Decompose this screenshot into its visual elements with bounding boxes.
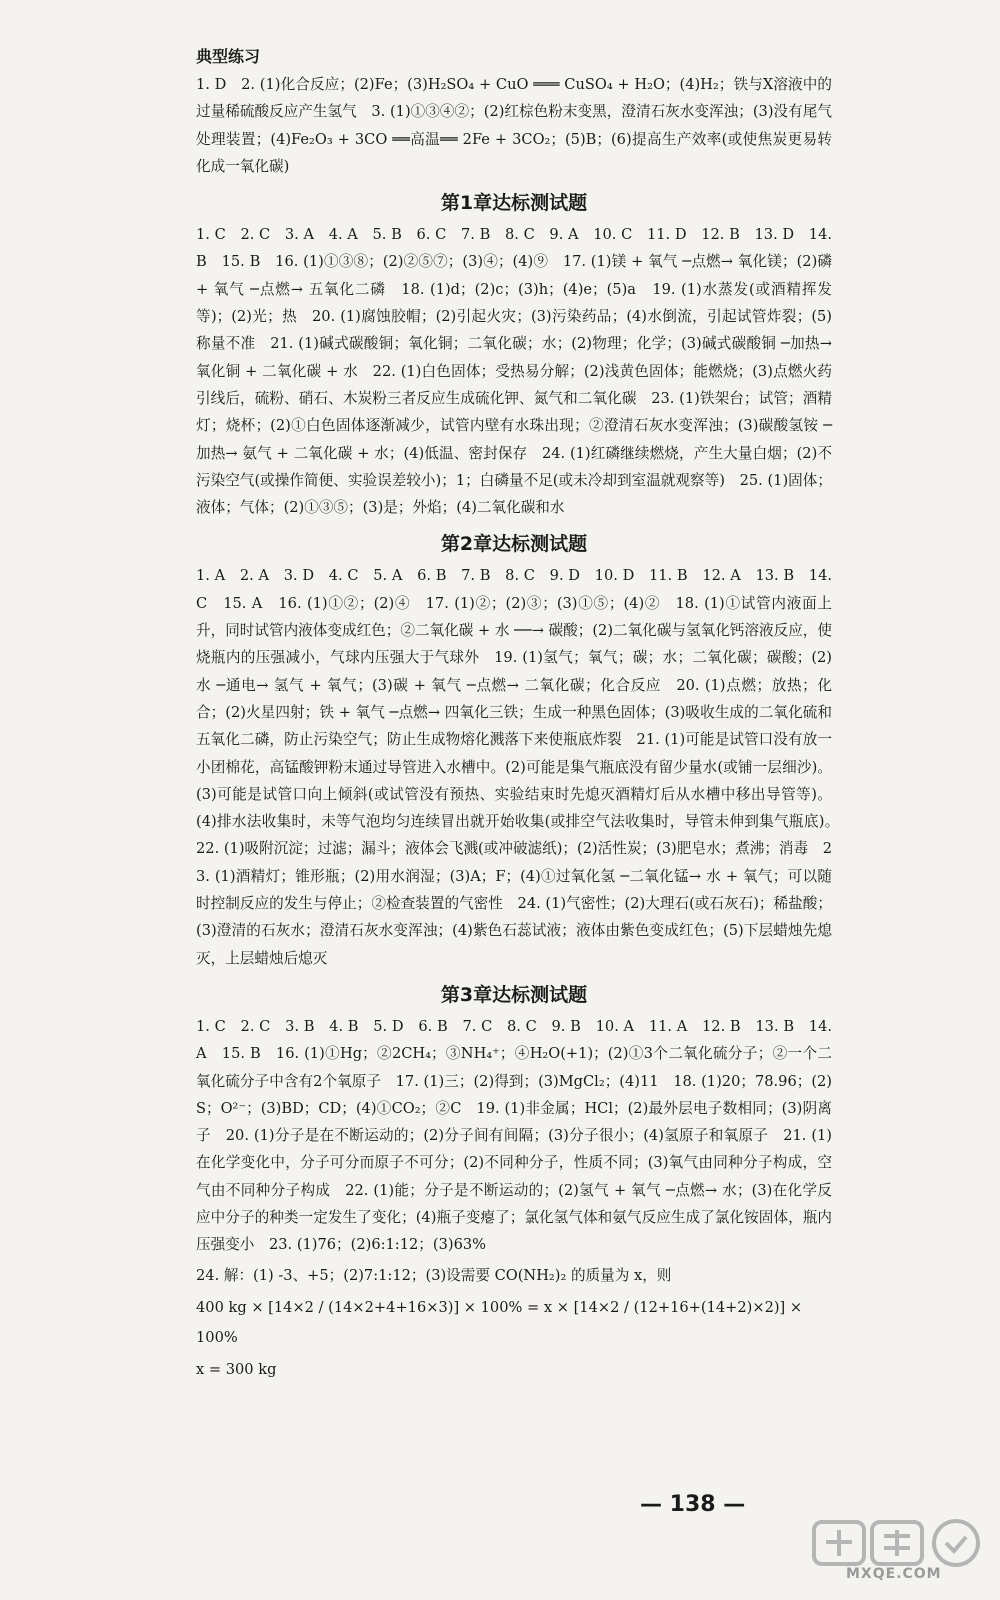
chapter-2-answers: 1. A 2. A 3. D 4. C 5. A 6. B 7. B 8. C 9. D 10. D 11. B 12. A 13. B 14. C 15. A 16. (1)①②；(2)④ 17. (1)②；(2)③；(3)①⑤；(4)② 18. (1)①试管内液面上升，同时试管内液体变成红色；②二氧化碳 + 水 ──→ 碳酸；(2)二氧化碳与氢氧化钙溶液反应，使烧瓶内的压强减小，气球内压强大于气球外 19. (1)氢气；氧气；碳；水；二氧化碳；碳酸；(2)水 ─通电→ 氢气 + 氧气；(3)碳 + 氧气 ─点燃→ 二氧化碳；化合反应 20. (1)点燃；放热；化合；(2)火星四射；铁 + 氧气 ─点燃→ 四氧化三铁；生成一种黑色固体；(3)吸收生成的二氧化硫和五氧化二磷，防止污染空气；防止生成物熔化溅落下来使瓶底炸裂 21. (1)可能是试管口没有放一小团棉花，高锰酸钾粉末通过导管进入水槽中。(2)可能是集气瓶底没有留少量水(或铺一层细沙)。(3)可能是试管口向上倾斜(或试管没有预热、实验结束时先熄灭酒精灯后从水槽中移出导管等)。(4)排水法收集时，未等气泡均匀连续冒出就开始收集(或排空气法收集时，导管未伸到集气瓶底)。 22. (1)吸附沉淀；过滤；漏斗；液体会飞溅(或冲破滤纸)；(2)活性炭；(3)肥皂水；煮沸；消毒 23. (1)酒精灯；锥形瓶；(2)用水润湿；(3)A；F；(4)①过氧化氢 ─二氧化锰→ 水 + 氧气；可以随时控制反应的发生与停止；②检查装置的气密性 24. (1)气密性；(2)大理石(或石灰石)；稀盐酸；(3)澄清的石灰水；澄清石灰水变浑浊；(4)紫色石蕊试液；液体由紫色变成红色；(5)下层蜡烛先熄灭，上层蜡烛后熄灭 xyxy=(196,567,847,967)
typical-practice-answers: 1. D 2. (1)化合反应；(2)Fe；(3)H₂SO₄ + CuO ═══ CuSO₄ + H₂O；(4)H₂；铁与X溶液中的过量稀硫酸反应产生氢气 3. (1)①③④②；(2)红棕色粉末变黑，澄清石灰水变浑浊；(3)没有尾气处理装置；(4)Fe₂O₃ + 3CO ══高温══ 2Fe + 3CO₂；(5)B；(6)提高生产效率(或使焦炭更易转化成一氧化碳) xyxy=(196,76,832,175)
watermark-text: MXQE.COM xyxy=(846,1566,942,1582)
chapter-3-answers: 1. C 2. C 3. B 4. B 5. D 6. B 7. C 8. C 9. B 10. A 11. A 12. B 13. B 14. A 15. B 16. (1)①Hg；②2CH₄；③NH₄⁺；④H₂O(+1)；(2)①3个二氧化硫分子；②一个二氧化硫分子中含有2个氧原子 17. (1)三；(2)得到；(3)MgCl₂；(4)11 18. (1)20；78.96；(2)S；O²⁻；(3)BD；CD；(4)①CO₂；②C 19. (1)非金属；HCl；(2)最外层电子数相同；(3)阴离子 20. (1)分子是在不断运动的；(2)分子间有间隔；(3)分子很小；(4)氢原子和氧原子 21. (1)在化学变化中，分子可分而原子不可分；(2)不同种分子，性质不同；(3)氧气由同种分子构成，空气由不同种分子构成 22. (1)能；分子是不断运动的；(2)氢气 + 氧气 ─点燃→ 水；(3)在化学反应中分子的种类一定发生了变化；(4)瓶子变瘪了；氯化氢气体和氨气反应生成了氯化铵固体，瓶内压强变小 23. (1)76；(2)6:1:12；(3)63% xyxy=(196,1017,832,1254)
section-title-typical-practice: 典型练习 xyxy=(196,47,261,66)
solution-formula: 400 kg × [14×2 / (14×2+4+16×3)] × 100% = x × [14×2 / (12+16+(14+2)×2)] × 100% xyxy=(196,1298,803,1346)
chapter-1-title: 第1章达标测试题 xyxy=(440,192,588,215)
solution-result: x = 300 kg xyxy=(196,1360,277,1378)
page-number: — 138 — xyxy=(640,1492,746,1517)
chapter-3-title: 第3章达标测试题 xyxy=(440,983,588,1006)
chapter-1-answers: 1. C 2. C 3. A 4. A 5. B 6. C 7. B 8. C 9. A 10. C 11. D 12. B 13. D 14. B 15. B 16. (1)①③⑧；(2)②⑤⑦；(3)④；(4)⑨ 17. (1)镁 + 氧气 ─点燃→ 氧化镁；(2)磷 + 氧气 ─点燃→ 五氧化二磷 18. (1)d；(2)c；(3)h；(4)e；(5)a 19. (1)水蒸发(或酒精挥发等)；(2)光；热 20. (1)腐蚀胶帽；(2)引起火灾；(3)污染药品；(4)水倒流，引起试管炸裂；(5)称量不准 21. (1)碱式碳酸铜；氧化铜；二氧化碳；水；(2)物理；化学；(3)碱式碳酸铜 ─加热→ 氧化铜 + 二氧化碳 + 水 22. (1)白色固体；受热易分解；(2)浅黄色固体；能燃烧；(3)点燃火药引线后，硫粉、硝石、木炭粉三者反应生成硫化钾、氮气和二氧化碳 23. (1)铁架台；试管；酒精灯；烧杯；(2)①白色固体逐渐减少，试管内壁有水珠出现；②澄清石灰水变浑浊；(3)碳酸氢铵 ─加热→ 氨气 + 二氧化碳 + 水；(4)低温、密封保存 24. (1)红磷继续燃烧，产生大量白烟；(2)不污染空气(或操作简便、实验误差较小)；1；白磷量不足(或未冷却到室温就观察等) 25. (1)固体；液体；气体；(2)①③⑤；(3)是；外焰；(4)二氧化碳和水 xyxy=(196,226,832,517)
chapter-2-title: 第2章达标测试题 xyxy=(440,533,588,556)
answer-page xyxy=(196,44,847,1385)
solution-line-1: 24. 解：(1) -3、+5；(2)7:1:12；(3)设需要 CO(NH₂)₂ 的质量为 x，则 xyxy=(196,1266,672,1284)
